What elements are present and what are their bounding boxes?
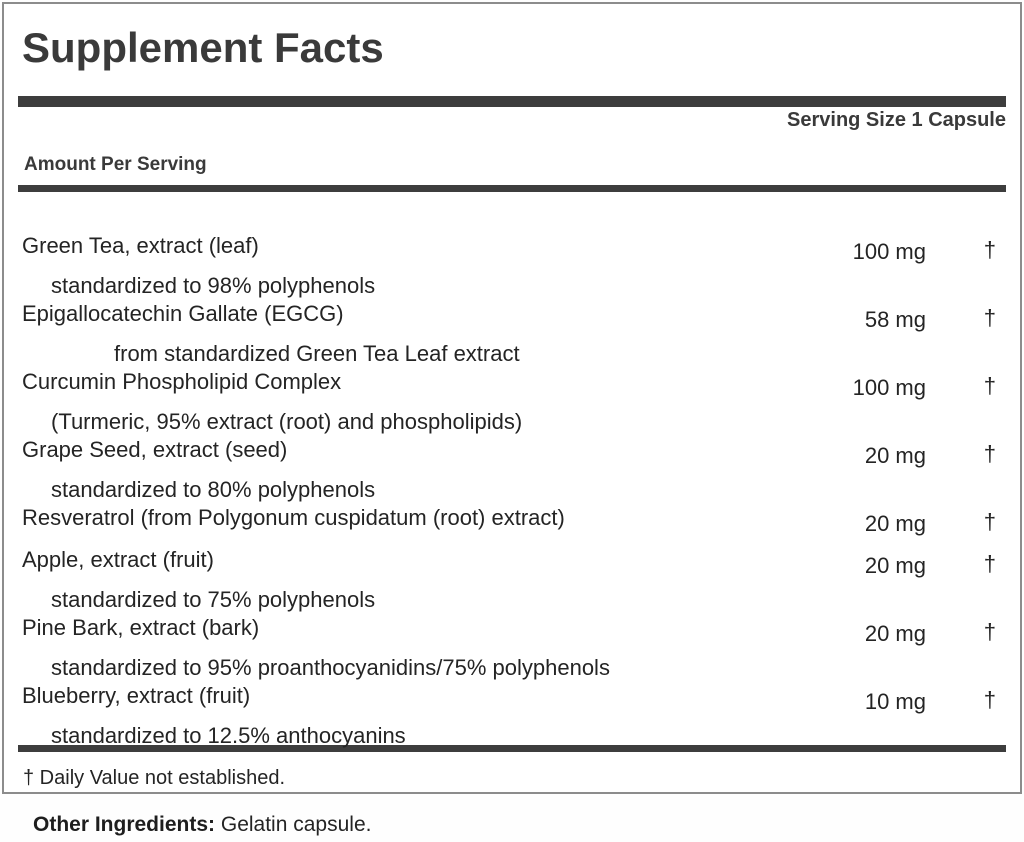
ingredient-standardization: standardized to 80% polyphenols bbox=[51, 477, 376, 502]
other-ingredients-value: Gelatin capsule. bbox=[215, 813, 372, 836]
ingredient-standardization: standardized to 75% polyphenols bbox=[51, 587, 376, 612]
amount-per-serving-header: Amount Per Serving bbox=[24, 154, 207, 175]
ingredient-amount: 20 mg bbox=[864, 443, 926, 468]
panel-title: Supplement Facts bbox=[22, 24, 384, 71]
daily-value-dagger: † bbox=[983, 237, 996, 262]
ingredient-name: Resveratrol (from Polygonum cuspidatum (root) extract) bbox=[22, 505, 565, 530]
daily-value-dagger: † bbox=[983, 509, 996, 534]
other-ingredients-label: Other Ingredients: bbox=[33, 813, 216, 836]
ingredient-standardization: standardized to 95% proanthocyanidins/75% polyphenols bbox=[51, 655, 610, 680]
ingredient-name: Epigallocatechin Gallate (EGCG) bbox=[22, 301, 344, 326]
ingredient-amount: 58 mg bbox=[864, 307, 926, 332]
supplement-facts-panel bbox=[2, 2, 1022, 794]
ingredient-row-pine-bark bbox=[18, 614, 1006, 682]
ingredient-row-blueberry bbox=[18, 682, 1006, 750]
daily-value-dagger: † bbox=[983, 373, 996, 398]
ingredient-name: Apple, extract (fruit) bbox=[22, 547, 214, 572]
ingredient-standardization: (Turmeric, 95% extract (root) and phospholipids) bbox=[51, 409, 523, 434]
other-ingredients bbox=[33, 812, 371, 838]
ingredient-amount: 20 mg bbox=[864, 511, 926, 536]
ingredient-standardization: standardized to 98% polyphenols bbox=[51, 273, 376, 298]
ingredient-row-grape-seed bbox=[18, 436, 1006, 504]
ingredient-rows bbox=[18, 232, 1006, 750]
daily-value-dagger: † bbox=[983, 551, 996, 576]
ingredient-name: Grape Seed, extract (seed) bbox=[22, 437, 288, 462]
ingredient-amount: 10 mg bbox=[864, 689, 926, 714]
ingredient-row-green-tea bbox=[18, 232, 1006, 300]
ingredient-name: Green Tea, extract (leaf) bbox=[22, 233, 259, 258]
ingredient-row-apple bbox=[18, 546, 1006, 614]
daily-value-dagger: † bbox=[983, 305, 996, 330]
daily-value-dagger: † bbox=[983, 441, 996, 466]
ingredient-standardization: from standardized Green Tea Leaf extract bbox=[114, 341, 520, 366]
divider-header bbox=[18, 185, 1006, 192]
ingredient-row-curcumin bbox=[18, 368, 1006, 436]
ingredient-name: Curcumin Phospholipid Complex bbox=[22, 369, 342, 394]
ingredient-amount: 100 mg bbox=[852, 239, 926, 264]
daily-value-dagger: † bbox=[983, 687, 996, 712]
divider-thick-top bbox=[18, 96, 1006, 107]
ingredient-standardization: standardized to 12.5% anthocyanins bbox=[51, 723, 406, 748]
ingredient-row-resveratrol bbox=[18, 504, 1006, 536]
ingredient-amount: 100 mg bbox=[852, 375, 926, 400]
daily-value-footnote: † Daily Value not established. bbox=[23, 767, 286, 789]
ingredient-amount: 20 mg bbox=[864, 553, 926, 578]
ingredient-name: Blueberry, extract (fruit) bbox=[22, 683, 251, 708]
ingredient-amount: 20 mg bbox=[864, 621, 926, 646]
serving-size: Serving Size 1 Capsule bbox=[787, 109, 1006, 131]
ingredient-name: Pine Bark, extract (bark) bbox=[22, 615, 260, 640]
daily-value-dagger: † bbox=[983, 619, 996, 644]
ingredient-row-egcg bbox=[18, 300, 1006, 368]
